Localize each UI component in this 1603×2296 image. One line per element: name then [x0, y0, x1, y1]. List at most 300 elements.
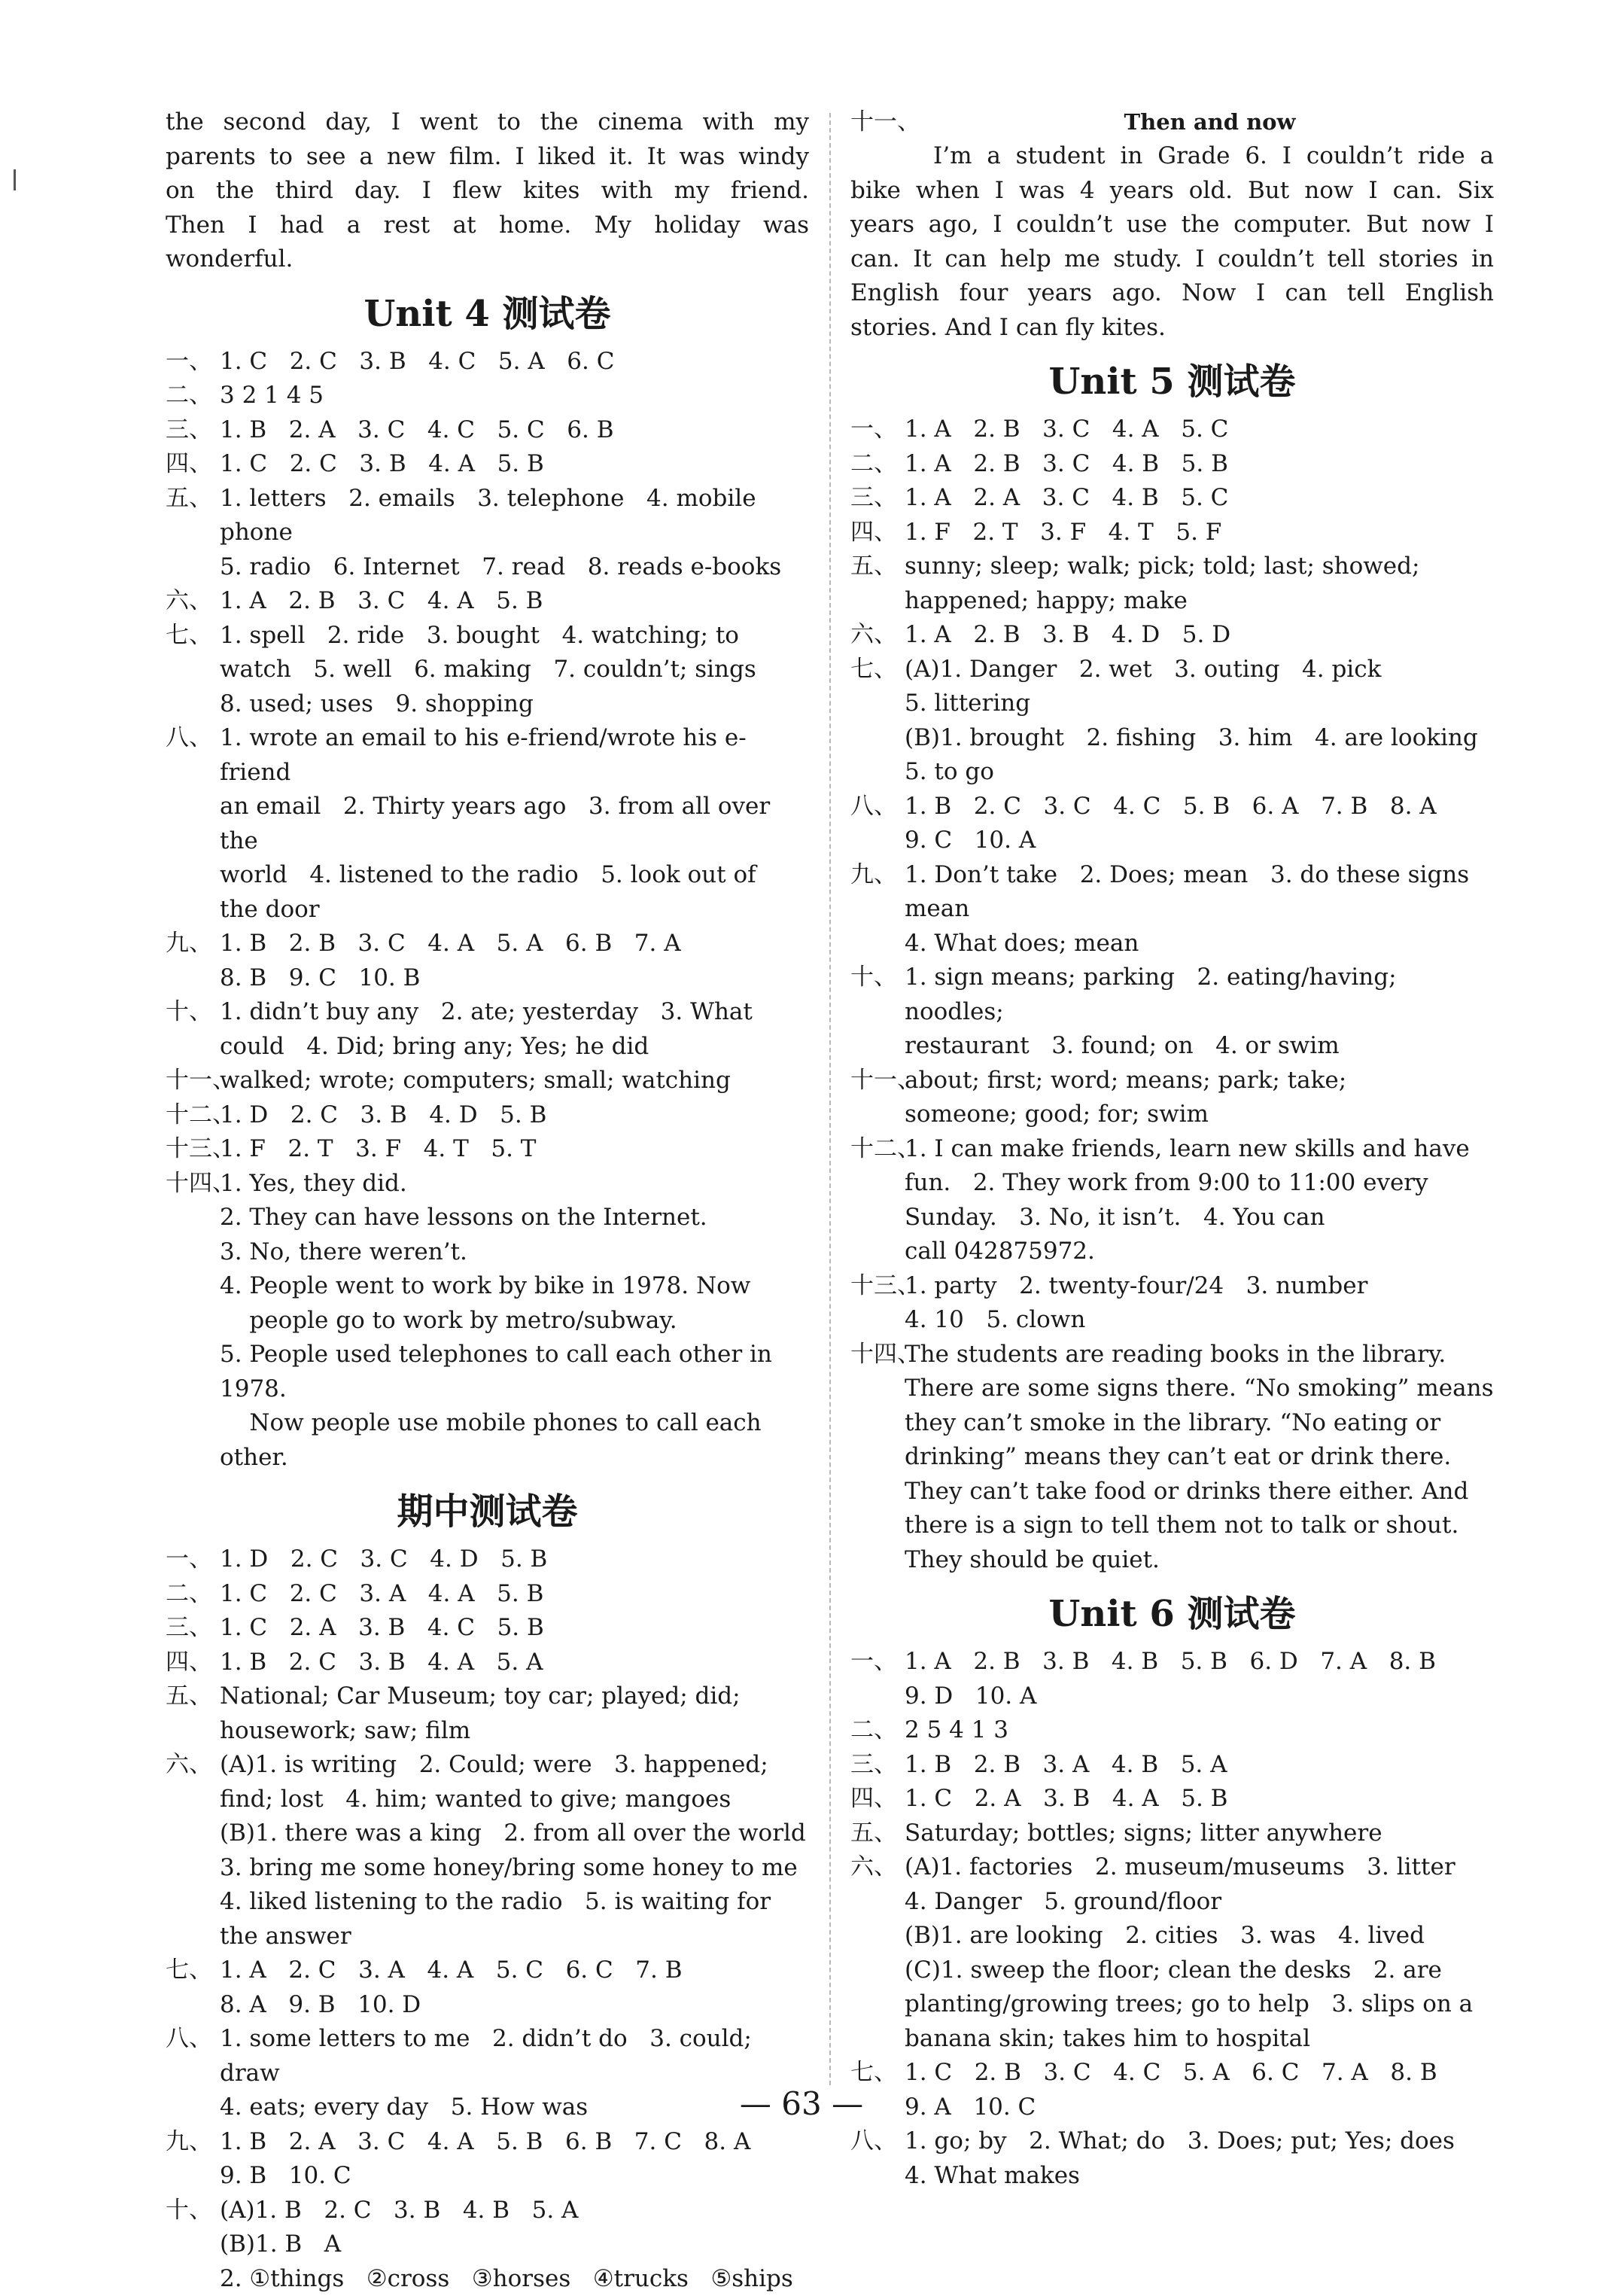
question-label	[850, 1885, 905, 1920]
answer-text: they can’t smoke in the library. “No eating or	[905, 1406, 1494, 1441]
story-title: Then and now	[926, 105, 1494, 139]
answer-text: 1. B 2. B 3. C 4. A 5. A 6. B 7. A	[220, 927, 809, 961]
answer-text: restaurant 3. found; on 4. or swim	[905, 1029, 1494, 1064]
answer-row	[850, 1919, 1494, 1953]
section-title-unit5: Unit 5 测试卷	[850, 358, 1494, 405]
answer-text: The students are reading books in the library.	[905, 1338, 1494, 1372]
question-label	[850, 824, 905, 858]
answer-text: (C)1. sweep the floor; clean the desks 2. are	[905, 1953, 1494, 1988]
question-label: 二、	[850, 1713, 905, 1748]
answer-text: 1. D 2. C 3. C 4. D 5. B	[220, 1542, 809, 1577]
answer-text: walked; wrote; computers; small; watching	[220, 1064, 809, 1098]
question-label	[850, 755, 905, 790]
answer-row	[166, 995, 809, 1030]
question-label	[850, 1919, 905, 1953]
paragraph-line: the second day, I went to the cinema with my	[166, 105, 809, 140]
question-label	[166, 1338, 220, 1406]
answer-text: 1. go; by 2. What; do 3. Does; put; Yes; does	[905, 2124, 1494, 2159]
answer-row	[850, 1509, 1494, 1543]
answer-text: 1. C 2. C 3. B 4. A 5. B	[220, 447, 809, 482]
answer-row	[166, 2022, 809, 2090]
answer-text: 5. littering	[905, 687, 1494, 721]
answer-text: the door	[220, 893, 809, 927]
answer-row	[850, 1201, 1494, 1235]
answer-row	[166, 2125, 809, 2160]
story-line: stories. And I can fly kites.	[850, 311, 1494, 346]
answer-text: (B)1. are looking 2. cities 3. was 4. lived	[905, 1919, 1494, 1953]
answer-row	[166, 721, 809, 790]
answer-row	[850, 653, 1494, 687]
answer-row	[850, 1372, 1494, 1406]
answer-text: 1. C 2. C 3. B 4. C 5. A 6. C	[220, 345, 809, 379]
answer-text: 1. A 2. B 3. B 4. D 5. D	[905, 618, 1494, 653]
question-label: 十三、	[166, 1132, 220, 1167]
question-label: 九、	[850, 858, 905, 927]
question-label	[166, 1304, 220, 1338]
answer-row	[166, 1304, 809, 1338]
question-label	[166, 550, 220, 585]
answer-row	[850, 447, 1494, 482]
answer-row	[850, 1132, 1494, 1167]
question-label: 十三、	[850, 1269, 905, 1304]
answer-row	[166, 379, 809, 413]
question-label	[850, 1201, 905, 1235]
question-label	[850, 1029, 905, 1064]
question-label: 一、	[166, 1542, 220, 1577]
answer-row	[850, 516, 1494, 550]
question-label	[850, 1166, 905, 1201]
answer-row	[166, 1885, 809, 1920]
answer-row	[166, 1953, 809, 1988]
answer-row	[166, 1577, 809, 1612]
question-label	[850, 2159, 905, 2194]
answer-row	[166, 413, 809, 448]
answer-text: find; lost 4. him; wanted to give; mangoes	[220, 1783, 809, 1817]
paragraph-line: wonderful.	[166, 242, 809, 277]
answer-text: 1. A 2. B 3. C 4. A 5. B	[220, 584, 809, 619]
answer-text: housework; saw; film	[220, 1714, 809, 1749]
answer-text: 1. wrote an email to his e-friend/wrote his e-friend	[220, 721, 809, 790]
story-paragraph	[850, 139, 1494, 345]
answer-text: planting/growing trees; go to help 3. slips on a	[905, 1987, 1494, 2022]
question-label	[166, 2227, 220, 2262]
answer-text: 1. A 2. A 3. C 4. B 5. C	[905, 481, 1494, 516]
answer-text: fun. 2. They work from 9:00 to 11:00 every	[905, 1166, 1494, 1201]
answer-row	[850, 790, 1494, 824]
answer-text: 1. F 2. T 3. F 4. T 5. T	[220, 1132, 809, 1167]
answer-text: Now people use mobile phones to call each other.	[220, 1406, 809, 1475]
story-block	[850, 105, 1494, 139]
answer-text: Saturday; bottles; signs; litter anywhere	[905, 1816, 1494, 1851]
question-label	[166, 2262, 220, 2296]
question-label: 八、	[166, 721, 220, 790]
answer-row	[166, 1201, 809, 1235]
answer-row	[166, 482, 809, 550]
answer-text: 8. used; uses 9. shopping	[220, 687, 809, 722]
question-label: 一、	[166, 345, 220, 379]
answer-text: National; Car Museum; toy car; played; did;	[220, 1679, 809, 1714]
answer-row	[850, 1440, 1494, 1475]
answer-row	[850, 2159, 1494, 2194]
paragraph-line: Then I had a rest at home. My holiday was	[166, 209, 809, 243]
answer-row	[850, 687, 1494, 721]
column-divider	[829, 113, 831, 2085]
question-label: 八、	[166, 2022, 220, 2090]
answer-text: 4. Danger 5. ground/floor	[905, 1885, 1494, 1920]
answer-text: 8. B 9. C 10. B	[220, 961, 809, 996]
question-label	[850, 1475, 905, 1509]
answer-row	[850, 961, 1494, 1029]
question-label: 三、	[850, 1748, 905, 1783]
question-label	[166, 790, 220, 858]
question-label	[166, 1235, 220, 1270]
question-label: 七、	[850, 2056, 905, 2090]
question-label	[850, 1235, 905, 1269]
answer-row	[850, 1953, 1494, 1988]
question-label	[850, 584, 905, 619]
answer-text: 4. liked listening to the radio 5. is waiting for	[220, 1885, 809, 1920]
question-label	[850, 1098, 905, 1132]
question-label: 六、	[850, 1850, 905, 1885]
answer-row	[166, 1098, 809, 1133]
answer-row	[166, 1030, 809, 1064]
answer-text: 1. F 2. T 3. F 4. T 5. F	[905, 516, 1494, 550]
answer-row	[850, 1166, 1494, 1201]
answer-row	[850, 1679, 1494, 1714]
question-label: 十一、	[166, 1064, 220, 1098]
answer-text: (B)1. brought 2. fishing 3. him 4. are looking	[905, 721, 1494, 756]
question-label	[166, 961, 220, 996]
answer-row	[166, 1679, 809, 1714]
answer-row	[166, 1920, 809, 1954]
question-label: 四、	[166, 447, 220, 482]
question-label: 四、	[850, 1782, 905, 1816]
answer-text: 9. B 10. C	[220, 2159, 809, 2194]
answer-row	[166, 619, 809, 653]
question-label	[166, 1406, 220, 1475]
question-label: 三、	[166, 1611, 220, 1646]
answer-text: 9. C 10. A	[905, 824, 1494, 858]
answer-text: 3. No, there weren’t.	[220, 1235, 809, 1270]
question-label	[850, 687, 905, 721]
answer-text: (A)1. Danger 2. wet 3. outing 4. pick	[905, 653, 1494, 687]
answer-row	[850, 927, 1494, 961]
story-line: can. It can help me study. I couldn’t tell stories in	[850, 242, 1494, 277]
answer-text: 1. C 2. A 3. B 4. A 5. B	[905, 1782, 1494, 1816]
answer-text: 1. A 2. C 3. A 4. A 5. C 6. C 7. B	[220, 1953, 809, 1988]
answer-row	[850, 1064, 1494, 1098]
question-label: 十二、	[166, 1098, 220, 1133]
answer-text: 1. Don’t take 2. Does; mean 3. do these signs mean	[905, 858, 1494, 927]
answer-text: 1. B 2. C 3. B 4. A 5. A	[220, 1646, 809, 1680]
answer-row	[850, 584, 1494, 619]
question-label	[166, 893, 220, 927]
answer-text: people go to work by metro/subway.	[220, 1304, 809, 1338]
answer-row	[166, 1611, 809, 1646]
answer-row	[166, 1988, 809, 2023]
question-label: 六、	[166, 1748, 220, 1783]
question-label	[850, 1406, 905, 1441]
answer-text: world 4. listened to the radio 5. look out of	[220, 858, 809, 893]
question-label: 五、	[166, 482, 220, 550]
answer-row	[166, 2194, 809, 2228]
answer-row	[850, 1269, 1494, 1304]
answer-text: 9. D 10. A	[905, 1679, 1494, 1714]
answer-text: They can’t take food or drinks there either. And	[905, 1475, 1494, 1509]
answer-row	[850, 721, 1494, 756]
midterm-answers	[166, 1542, 809, 2296]
answer-text: 1. B 2. A 3. C 4. A 5. B 6. B 7. C 8. A	[220, 2125, 809, 2160]
question-label: 十二、	[850, 1132, 905, 1167]
question-label: 六、	[166, 584, 220, 619]
answer-text: 2. ①things ②cross ③horses ④trucks ⑤ships	[220, 2262, 809, 2296]
answer-row	[166, 1783, 809, 1817]
answer-text: 5. People used telephones to call each other in 1978.	[220, 1338, 809, 1406]
answer-text: about; first; word; means; park; take;	[905, 1064, 1494, 1098]
answer-text: (B)1. B A	[220, 2227, 809, 2262]
answer-row	[850, 1303, 1494, 1338]
answer-text: 1. didn’t buy any 2. ate; yesterday 3. What	[220, 995, 809, 1030]
question-label	[166, 687, 220, 722]
question-label: 十、	[166, 2194, 220, 2228]
question-label: 二、	[166, 379, 220, 413]
answer-row	[166, 2227, 809, 2262]
answer-row	[850, 1406, 1494, 1441]
answer-row	[166, 893, 809, 927]
answer-row	[850, 618, 1494, 653]
answer-text: 4. What makes	[905, 2159, 1494, 2194]
question-label	[850, 1372, 905, 1406]
question-label: 十四、	[166, 1167, 220, 1201]
answer-text: 1. A 2. B 3. C 4. A 5. C	[905, 413, 1494, 447]
question-label: 五、	[850, 550, 905, 584]
question-label: 四、	[850, 516, 905, 550]
question-label	[166, 1816, 220, 1851]
question-label	[850, 1440, 905, 1475]
answer-row	[850, 1850, 1494, 1885]
answer-row	[850, 755, 1494, 790]
question-label	[850, 1987, 905, 2022]
answer-text: 5. radio 6. Internet 7. read 8. reads e-books	[220, 550, 809, 585]
question-label	[166, 1988, 220, 2023]
answer-row	[166, 1714, 809, 1749]
question-label: 十、	[850, 961, 905, 1029]
question-label	[166, 1201, 220, 1235]
section-title-unit4: Unit 4 测试卷	[166, 291, 809, 337]
question-label: 四、	[166, 1646, 220, 1680]
answer-text: 4. eats; every day 5. How was	[220, 2090, 809, 2125]
question-label	[850, 1303, 905, 1338]
question-label: 七、	[166, 1953, 220, 1988]
answer-text: Sunday. 3. No, it isn’t. 4. You can	[905, 1201, 1494, 1235]
answer-row	[850, 1748, 1494, 1783]
answer-row	[166, 961, 809, 996]
answer-text: sunny; sleep; walk; pick; told; last; showed;	[905, 550, 1494, 584]
answer-row	[850, 1235, 1494, 1269]
edge-mark	[14, 169, 16, 190]
question-label: 三、	[166, 413, 220, 448]
paragraph-line: parents to see a new film. I liked it. It was windy	[166, 140, 809, 175]
question-label: 五、	[166, 1679, 220, 1714]
question-label: 七、	[850, 653, 905, 687]
answer-row	[166, 1132, 809, 1167]
question-label: 三、	[850, 481, 905, 516]
answer-row	[850, 1645, 1494, 1679]
question-label: 一、	[850, 413, 905, 447]
answer-text: 4. What does; mean	[905, 927, 1494, 961]
answer-row	[166, 2262, 809, 2296]
answer-text: 1. some letters to me 2. didn’t do 3. could; draw	[220, 2022, 809, 2090]
answer-text: 3 2 1 4 5	[220, 379, 809, 413]
answer-text: banana skin; takes him to hospital	[905, 2022, 1494, 2057]
unit5-answers	[850, 413, 1494, 1577]
question-label: 十一、	[850, 105, 926, 139]
answer-row	[166, 345, 809, 379]
answer-row	[166, 2159, 809, 2194]
page-number: — 63 —	[0, 2085, 1603, 2122]
answer-row	[166, 1542, 809, 1577]
answer-text: 1. B 2. C 3. C 4. C 5. B 6. A 7. B 8. A	[905, 790, 1494, 824]
question-label: 五、	[850, 1816, 905, 1851]
answer-text: 9. A 10. C	[905, 2090, 1494, 2125]
answer-row	[166, 1406, 809, 1475]
answer-row	[166, 550, 809, 585]
answer-text: 1. letters 2. emails 3. telephone 4. mobile phone	[220, 482, 809, 550]
answer-row	[166, 653, 809, 687]
answer-text: 1. C 2. A 3. B 4. C 5. B	[220, 1611, 809, 1646]
answer-text: They should be quiet.	[905, 1543, 1494, 1578]
question-label: 十一、	[850, 1064, 905, 1098]
answer-text: 4. People went to work by bike in 1978. Now	[220, 1269, 809, 1304]
answer-row	[850, 1475, 1494, 1509]
answer-text: 3. bring me some honey/bring some honey to me	[220, 1851, 809, 1886]
answer-row	[850, 1987, 1494, 2022]
story-line: English four years ago. Now I can tell English	[850, 276, 1494, 311]
intro-paragraph	[166, 105, 809, 277]
answer-row	[166, 1167, 809, 1201]
section-title-midterm: 期中测试卷	[166, 1488, 809, 1535]
answer-row	[850, 1338, 1494, 1372]
unit4-answers	[166, 345, 809, 1475]
answer-row	[166, 858, 809, 893]
answer-text: (B)1. there was a king 2. from all over the world	[220, 1816, 809, 1851]
story-line: bike when I was 4 years old. But now I can. Six	[850, 174, 1494, 209]
question-label	[166, 2159, 220, 2194]
answer-row	[166, 1064, 809, 1098]
answer-row	[850, 1098, 1494, 1132]
right-column	[850, 105, 1494, 2193]
question-label	[850, 1509, 905, 1543]
answer-text: 1. I can make friends, learn new skills and have	[905, 1132, 1494, 1167]
answer-text: 1. A 2. B 3. B 4. B 5. B 6. D 7. A 8. B	[905, 1645, 1494, 1679]
section-title-unit6: Unit 6 测试卷	[850, 1591, 1494, 1637]
answer-row	[166, 584, 809, 619]
answer-text: (A)1. is writing 2. Could; were 3. happened;	[220, 1748, 809, 1783]
answer-text: 1. A 2. B 3. C 4. B 5. B	[905, 447, 1494, 482]
question-label	[166, 1920, 220, 1954]
answer-row	[166, 790, 809, 858]
answer-text: drinking” means they can’t eat or drink there.	[905, 1440, 1494, 1475]
answer-text: 8. A 9. B 10. D	[220, 1988, 809, 2023]
answer-text: 2. They can have lessons on the Internet.	[220, 1201, 809, 1235]
answer-text: 1. C 2. C 3. A 4. A 5. B	[220, 1577, 809, 1612]
answer-text: there is a sign to tell them not to talk or shout.	[905, 1509, 1494, 1543]
answer-row	[850, 2022, 1494, 2057]
question-label: 八、	[850, 2124, 905, 2159]
answer-text: 1. sign means; parking 2. eating/having; noodles;	[905, 961, 1494, 1029]
answer-text: 1. B 2. A 3. C 4. C 5. C 6. B	[220, 413, 809, 448]
question-label: 二、	[166, 1577, 220, 1612]
question-label: 二、	[850, 447, 905, 482]
answer-row	[166, 1235, 809, 1270]
answer-row	[850, 481, 1494, 516]
answer-row	[850, 1543, 1494, 1578]
question-label	[166, 1714, 220, 1749]
question-label	[166, 1783, 220, 1817]
question-label: 九、	[166, 927, 220, 961]
answer-text: 1. B 2. B 3. A 4. B 5. A	[905, 1748, 1494, 1783]
answer-row	[166, 1816, 809, 1851]
question-label	[166, 1030, 220, 1064]
answer-text: 1. Yes, they did.	[220, 1167, 809, 1201]
answer-text: an email 2. Thirty years ago 3. from all over the	[220, 790, 809, 858]
answer-text: (A)1. factories 2. museum/museums 3. litter	[905, 1850, 1494, 1885]
answer-row	[166, 1851, 809, 1886]
answer-row	[850, 1782, 1494, 1816]
answer-row	[166, 1748, 809, 1783]
answer-row	[850, 1713, 1494, 1748]
answer-row	[850, 1029, 1494, 1064]
question-label: 九、	[166, 2125, 220, 2160]
answer-row	[850, 858, 1494, 927]
answer-row	[850, 550, 1494, 584]
answer-row	[166, 1646, 809, 1680]
answer-text: (A)1. B 2. C 3. B 4. B 5. A	[220, 2194, 809, 2228]
question-label	[850, 927, 905, 961]
question-label	[850, 1543, 905, 1578]
question-label: 一、	[850, 1645, 905, 1679]
answer-text: call 042875972.	[905, 1235, 1494, 1269]
answer-row	[166, 1269, 809, 1304]
answer-row	[850, 2124, 1494, 2159]
answer-text: 1. party 2. twenty-four/24 3. number	[905, 1269, 1494, 1304]
answer-text: There are some signs there. “No smoking” means	[905, 1372, 1494, 1406]
answer-text: happened; happy; make	[905, 584, 1494, 619]
answer-text: the answer	[220, 1920, 809, 1954]
question-label	[850, 2022, 905, 2057]
answer-row	[166, 927, 809, 961]
answer-row	[850, 1816, 1494, 1851]
paragraph-line: on the third day. I flew kites with my friend.	[166, 174, 809, 209]
question-label	[850, 721, 905, 756]
answer-row	[850, 1885, 1494, 1920]
story-line: I’m a student in Grade 6. I couldn’t ride a	[850, 139, 1494, 174]
answer-row	[166, 447, 809, 482]
answer-text: 2 5 4 1 3	[905, 1713, 1494, 1748]
left-column	[166, 105, 809, 2296]
answer-text: 4. 10 5. clown	[905, 1303, 1494, 1338]
question-label	[166, 1885, 220, 1920]
question-label: 六、	[850, 618, 905, 653]
answer-row	[166, 687, 809, 722]
answer-text: someone; good; for; swim	[905, 1098, 1494, 1132]
question-label: 八、	[850, 790, 905, 824]
question-label: 十四、	[850, 1338, 905, 1372]
answer-row	[166, 1338, 809, 1406]
answer-text: 1. spell 2. ride 3. bought 4. watching; to	[220, 619, 809, 653]
question-label	[166, 1269, 220, 1304]
answer-text: watch 5. well 6. making 7. couldn’t; sings	[220, 653, 809, 687]
